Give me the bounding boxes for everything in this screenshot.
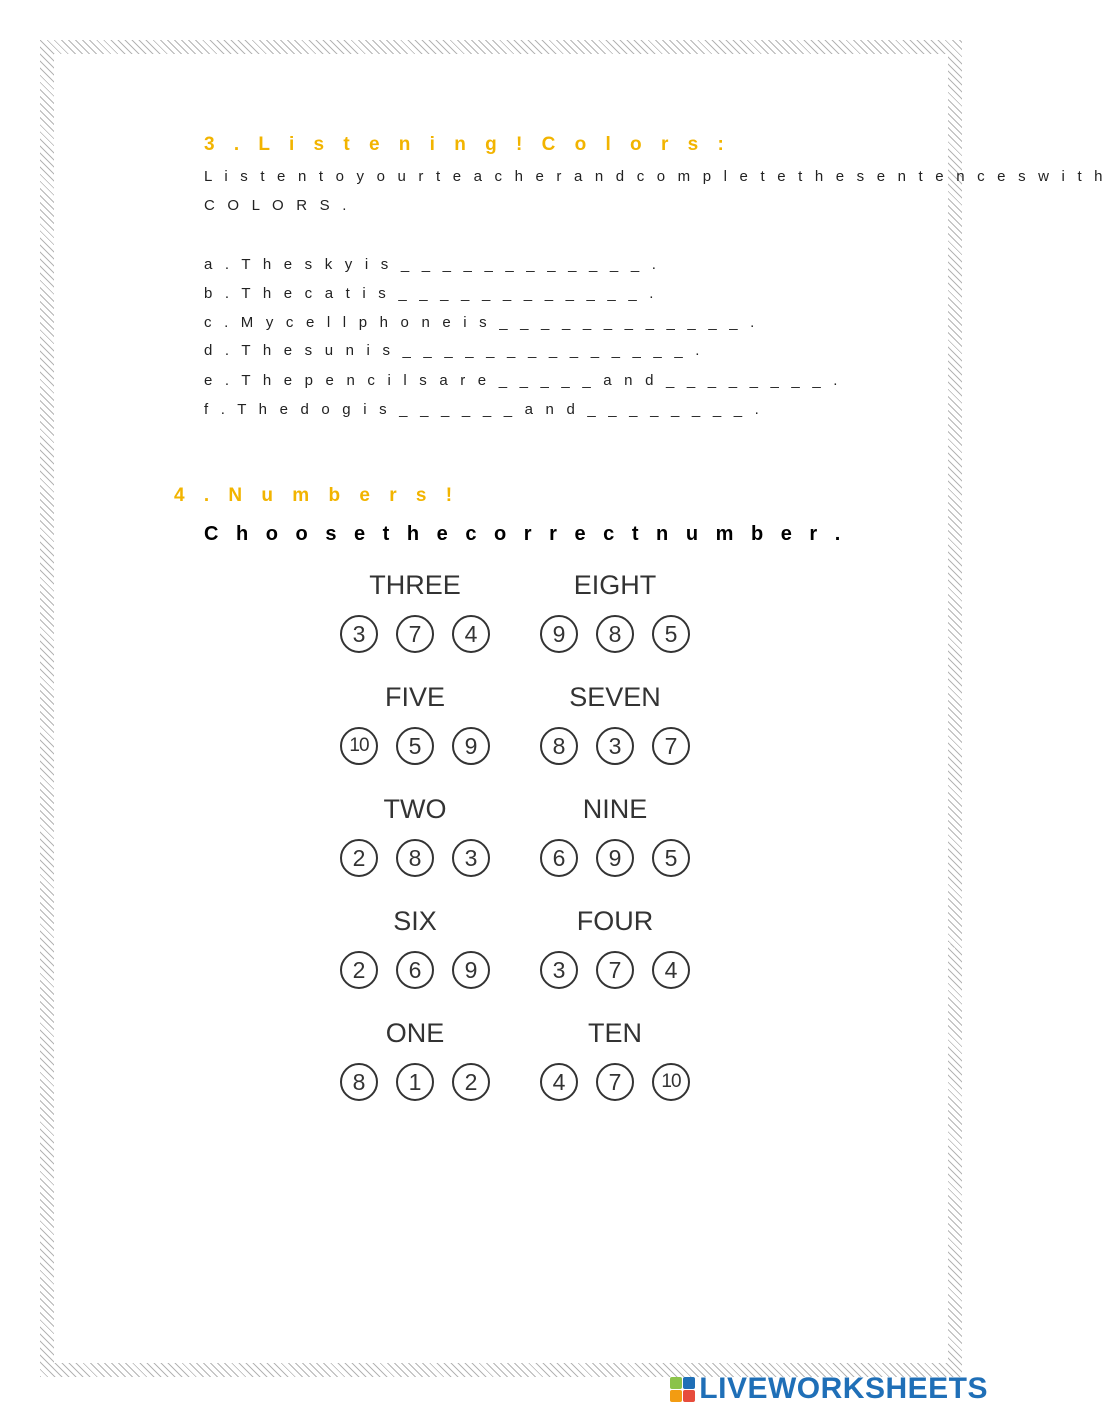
number-word: FIVE <box>384 682 445 712</box>
sentence-b: b . T h e c a t i s _ _ _ _ _ _ _ _ _ _ _ _ . <box>204 285 658 302</box>
option-circle[interactable]: 8 <box>540 727 578 765</box>
section4-instruction: C h o o s e t h e c o r r e c t n u m b e r . <box>204 523 847 545</box>
option-circle[interactable]: 5 <box>396 727 434 765</box>
option-circle[interactable]: 10 <box>652 1063 690 1101</box>
number-item-one <box>330 1018 500 1101</box>
number-item-two <box>330 794 500 877</box>
liveworksheets-logo-icon <box>670 1377 695 1402</box>
option-circle[interactable]: 8 <box>596 615 634 653</box>
option-circle[interactable]: 7 <box>396 615 434 653</box>
option-circle[interactable]: 7 <box>596 951 634 989</box>
option-circle[interactable]: 8 <box>396 839 434 877</box>
sentence-d: d . T h e s u n i s _ _ _ _ _ _ _ _ _ _ _ _ _ _ . <box>204 342 704 359</box>
section4-heading: 4 . N u m b e r s ! <box>174 485 460 506</box>
logo-text: LIVEWORKSHEETS <box>699 1372 988 1405</box>
number-word: TEN <box>588 1018 642 1048</box>
option-circle[interactable]: 3 <box>340 615 378 653</box>
option-circle[interactable]: 6 <box>396 951 434 989</box>
numbers-grid <box>330 570 710 1110</box>
option-circle[interactable]: 3 <box>452 839 490 877</box>
option-circle[interactable]: 9 <box>452 951 490 989</box>
liveworksheets-logo[interactable] <box>670 1372 988 1406</box>
number-item-nine <box>530 794 700 877</box>
number-item-seven <box>530 682 700 765</box>
option-circle[interactable]: 7 <box>596 1063 634 1101</box>
option-circle[interactable]: 3 <box>540 951 578 989</box>
number-word: ONE <box>385 1018 445 1048</box>
section3-instruction-line1: L i s t e n t o y o u r t e a c h e r a n d c o m p l e t e t h e s e n t e n c e s w i t h <box>204 168 1107 185</box>
option-circle[interactable]: 7 <box>652 727 690 765</box>
number-word: TWO <box>383 794 447 824</box>
option-circle[interactable]: 1 <box>396 1063 434 1101</box>
option-circle[interactable]: 2 <box>340 951 378 989</box>
option-circle[interactable]: 4 <box>452 615 490 653</box>
sentence-f: f . T h e d o g i s _ _ _ _ _ _ a n d _ _ _ _ _ _ _ _ . <box>204 401 764 418</box>
sentence-c: c . M y c e l l p h o n e i s _ _ _ _ _ _ _ _ _ _ _ _ . <box>204 314 759 331</box>
section3-heading: 3 . L i s t e n i n g ! C o l o r s : <box>204 134 731 155</box>
number-word: NINE <box>582 794 648 824</box>
number-word: EIGHT <box>573 570 657 600</box>
sentence-e: e . T h e p e n c i l s a r e _ _ _ _ _ a n d _ _ _ _ _ _ _ _ . <box>204 372 842 389</box>
number-word: SIX <box>393 906 437 936</box>
option-circle[interactable]: 5 <box>652 615 690 653</box>
option-circle[interactable]: 2 <box>340 839 378 877</box>
option-circle[interactable]: 4 <box>540 1063 578 1101</box>
option-circle[interactable]: 9 <box>540 615 578 653</box>
option-circle[interactable]: 6 <box>540 839 578 877</box>
sentence-a: a . T h e s k y i s _ _ _ _ _ _ _ _ _ _ _ _ . <box>204 256 661 273</box>
option-circle[interactable]: 2 <box>452 1063 490 1101</box>
number-item-three <box>330 570 500 653</box>
number-item-ten <box>530 1018 700 1101</box>
number-word: SEVEN <box>569 682 661 712</box>
section3-instruction-line2: C O L O R S . <box>204 197 351 214</box>
number-item-eight <box>530 570 700 653</box>
option-circle[interactable]: 9 <box>596 839 634 877</box>
option-circle[interactable]: 8 <box>340 1063 378 1101</box>
option-circle[interactable]: 10 <box>340 727 378 765</box>
number-item-six <box>330 906 500 989</box>
number-item-five <box>330 682 500 765</box>
option-circle[interactable]: 4 <box>652 951 690 989</box>
number-word: THREE <box>369 570 461 600</box>
option-circle[interactable]: 9 <box>452 727 490 765</box>
number-word: FOUR <box>576 906 654 936</box>
option-circle[interactable]: 5 <box>652 839 690 877</box>
option-circle[interactable]: 3 <box>596 727 634 765</box>
number-item-four <box>530 906 700 989</box>
